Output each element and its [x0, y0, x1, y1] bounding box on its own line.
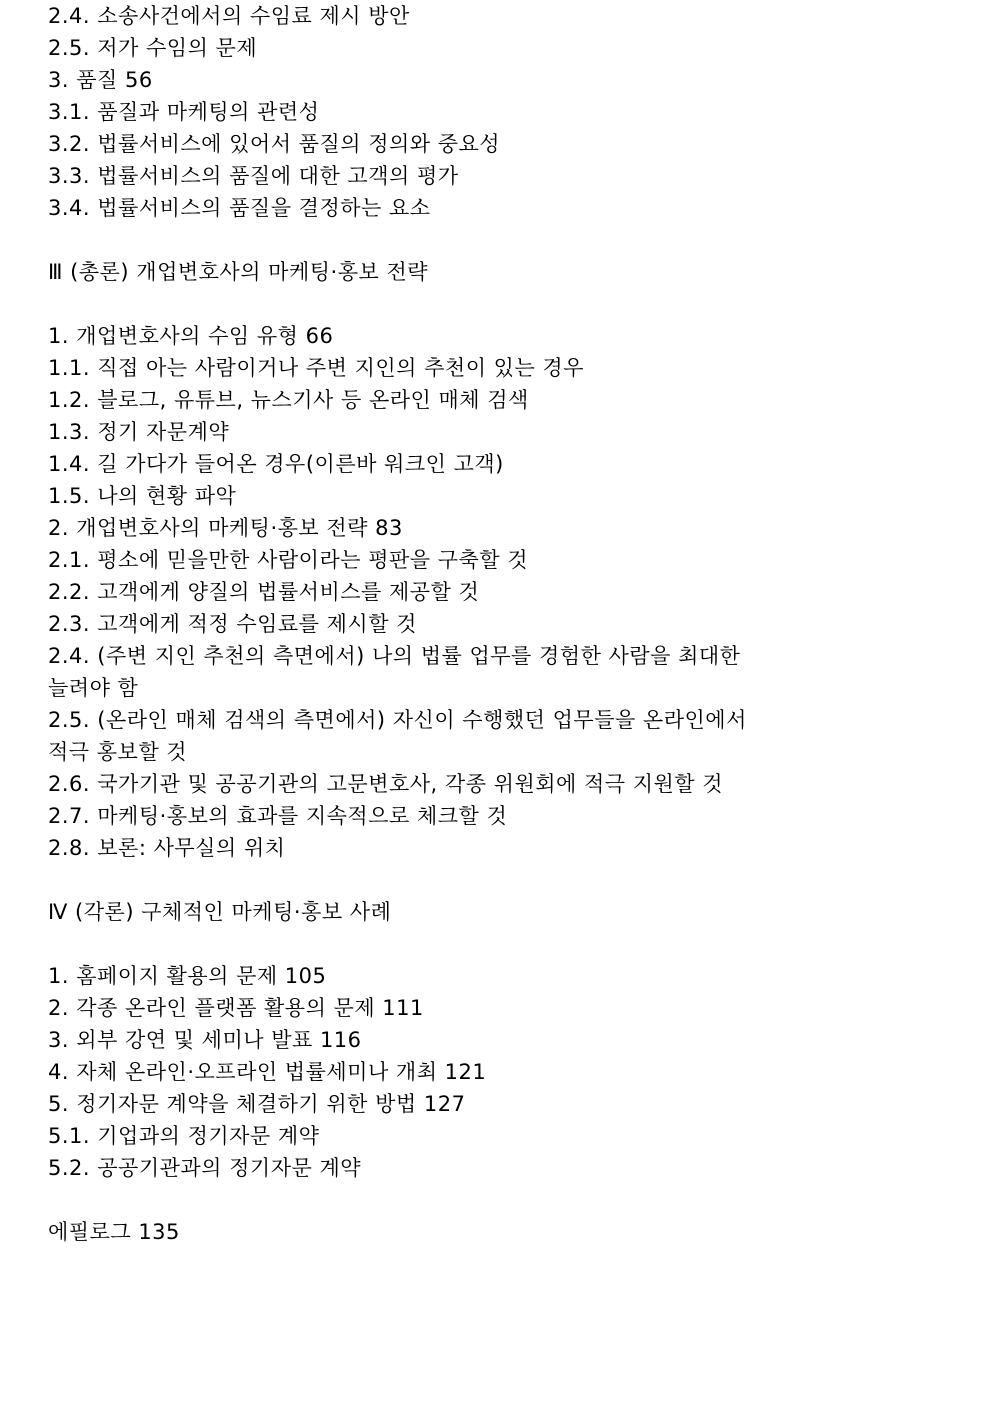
section-heading-4: Ⅳ (각론) 구체적인 마케팅·홍보 사례: [48, 900, 392, 924]
toc-entry: 1.3. 정기 자문계약: [48, 420, 230, 444]
toc-entry: 2. 개업변호사의 마케팅·홍보 전략 83: [48, 516, 403, 540]
toc-entry: 2.1. 평소에 믿을만한 사람이라는 평판을 구축할 것: [48, 548, 529, 572]
toc-entry: 1.5. 나의 현황 파악: [48, 484, 237, 508]
toc-entry: 2.5. 저가 수임의 문제: [48, 36, 258, 60]
toc-entry-continuation: 적극 홍보할 것: [48, 740, 188, 764]
toc-entry: 3. 외부 강연 및 세미나 발표 116: [48, 1028, 362, 1052]
toc-entry: 2.7. 마케팅·홍보의 효과를 지속적으로 체크할 것: [48, 804, 508, 828]
toc-entry: 2.4. 소송사건에서의 수임료 제시 방안: [48, 4, 410, 28]
epilogue-entry: 에필로그 135: [48, 1220, 180, 1244]
toc-entry: 5.2. 공공기관과의 정기자문 계약: [48, 1156, 362, 1180]
toc-block-2: [48, 320, 968, 864]
toc-entry: 1. 홈페이지 활용의 문제 105: [48, 964, 327, 988]
spacer: [48, 864, 968, 896]
toc-entry: 2.5. (온라인 매체 검색의 측면에서) 자신이 수행했던 업무들을 온라인에서: [48, 708, 747, 732]
toc-entry: 3.2. 법률서비스에 있어서 품질의 정의와 중요성: [48, 132, 501, 156]
toc-entry: 5. 정기자문 계약을 체결하기 위한 방법 127: [48, 1092, 466, 1116]
toc-entry: 4. 자체 온라인·오프라인 법률세미나 개최 121: [48, 1060, 487, 1084]
section-heading-3: Ⅲ (총론) 개업변호사의 마케팅·홍보 전략: [48, 260, 429, 284]
toc-entry: 1.4. 길 가다가 들어온 경우(이른바 워크인 고객): [48, 452, 504, 476]
toc-entry: 1.2. 블로그, 유튜브, 뉴스기사 등 온라인 매체 검색: [48, 388, 529, 412]
toc-entry: 2.6. 국가기관 및 공공기관의 고문변호사, 각종 위원회에 적극 지원할 것: [48, 772, 724, 796]
toc-block-1: [48, 0, 968, 224]
toc-entry: 2.4. (주변 지인 추천의 측면에서) 나의 법률 업무를 경험한 사람을 최대한: [48, 644, 741, 668]
toc-entry: 3.4. 법률서비스의 품질을 결정하는 요소: [48, 196, 431, 220]
toc-page: [48, 0, 968, 1248]
toc-entry: 1.1. 직접 아는 사람이거나 주변 지인의 추천이 있는 경우: [48, 356, 584, 380]
spacer: [48, 928, 968, 960]
toc-entry: 1. 개업변호사의 수임 유형 66: [48, 324, 334, 348]
toc-entry: 3. 품질 56: [48, 68, 153, 92]
toc-block-3: [48, 960, 968, 1184]
spacer: [48, 224, 968, 256]
toc-entry: 3.1. 품질과 마케팅의 관련성: [48, 100, 320, 124]
spacer: [48, 1184, 968, 1216]
spacer: [48, 288, 968, 320]
toc-entry: 2.2. 고객에게 양질의 법률서비스를 제공할 것: [48, 580, 480, 604]
toc-entry-continuation: 늘려야 함: [48, 676, 139, 700]
toc-entry: 5.1. 기업과의 정기자문 계약: [48, 1124, 320, 1148]
toc-entry: 2. 각종 온라인 플랫폼 활용의 문제 111: [48, 996, 424, 1020]
toc-entry: 3.3. 법률서비스의 품질에 대한 고객의 평가: [48, 164, 459, 188]
toc-entry: 2.8. 보론: 사무실의 위치: [48, 836, 286, 860]
toc-entry: 2.3. 고객에게 적정 수임료를 제시할 것: [48, 612, 417, 636]
